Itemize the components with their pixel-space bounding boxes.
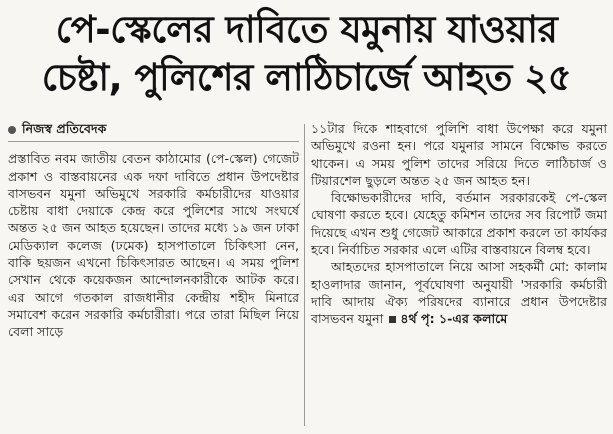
paragraph: বিক্ষোভকারীদের দাবি, বর্তমান সরকারকেই পে-স্কেল ঘোষণা করতে হবে। যেহেতু কমিশন তাদের সব রিপোর্ট জমা দিয়েছে এখন শুধু গেজেট আকারে প্রকাশ করলে তা কার্যকর হবে। নির্বাচিত সরকার এলে এটির বাস্তবায়নে বিলম্ব হবে।: [311, 190, 607, 258]
headline-line-1: পে-স্কেলের দাবিতে যমুনায় যাওয়ার: [55, 8, 558, 51]
continuation-text: ৪র্থ পৃ: ১-এর কলামে: [400, 311, 508, 327]
paragraph: [311, 258, 607, 327]
paragraph-text: আহতদের হাসপাতালে নিয়ে আসা সহকর্মী মো: কালাম হাওলাদার জানান, পূর্বঘোষণা অনুযায়ী 'সরকারি কর্মচারী দাবি আদায় ঐক্য পরিষদের ব্যানারে প্রধান উপদেষ্টার বাসভবন যমুনা: [311, 259, 607, 327]
bullet-icon: [8, 126, 16, 134]
article-column-right: [311, 120, 607, 328]
headline-line-2: চেষ্টা, পুলিশের লাঠিচার্জে আহত ২৫: [41, 56, 572, 99]
paragraph: ১১টার দিকে শাহবাগে পুলিশি বাধা উপেক্ষা করে যমুনা অভিমুখে রওনা হন। পরে যমুনার সামনে বিক্ষোভ করতে থাকেন। এ সময় পুলিশ তাদের সরিয়ে দিতে লাঠিচার্জ ও টিয়ারশেল ছুড়লে অন্তত ২৫ জন আহত হন।: [311, 121, 607, 188]
article-column-left: [8, 120, 299, 341]
byline-text: নিজস্ব প্রতিবেদক: [22, 121, 107, 136]
continuation-note: [383, 311, 507, 326]
column-divider: [304, 124, 305, 426]
headline: [0, 6, 613, 102]
square-icon: [389, 316, 396, 323]
paragraph: প্রস্তাবিত নবম জাতীয় বেতন কাঠামোর (পে-স্কেল) গেজেট প্রকাশ ও বাস্তবায়নের এক দফা দাবিতে প্রধান উপদেষ্টার বাসভবন যমুনা অভিমুখে সরকারি কর্মচারীদের যাওয়ার চেষ্টায় বাধা দেয়াকে কেন্দ্র করে পুলিশের সাথে সংঘর্ষে অন্তত ২৫ জন আহত হয়েছেন। তাদের মধ্যে ১৯ জন ঢাকা মেডিক্যাল কলেজ (ঢমেক) হাসপাতালে চিকিৎসা নেন, বাকি ছয়জন এখনো চিকিৎসারত আছেন। এ সময় পুলিশ সেখান থেকে কয়েকজন আন্দোলনকারীকে আটক করে। এর আগে গতকাল রাজধানীর কেন্দ্রীয় শহীদ মিনারে সমাবেশ করেন সরকারি কর্মচারীরা। পরে তারা মিছিল নিয়ে বেলা সাড়ে: [8, 151, 299, 340]
byline: [8, 120, 299, 142]
